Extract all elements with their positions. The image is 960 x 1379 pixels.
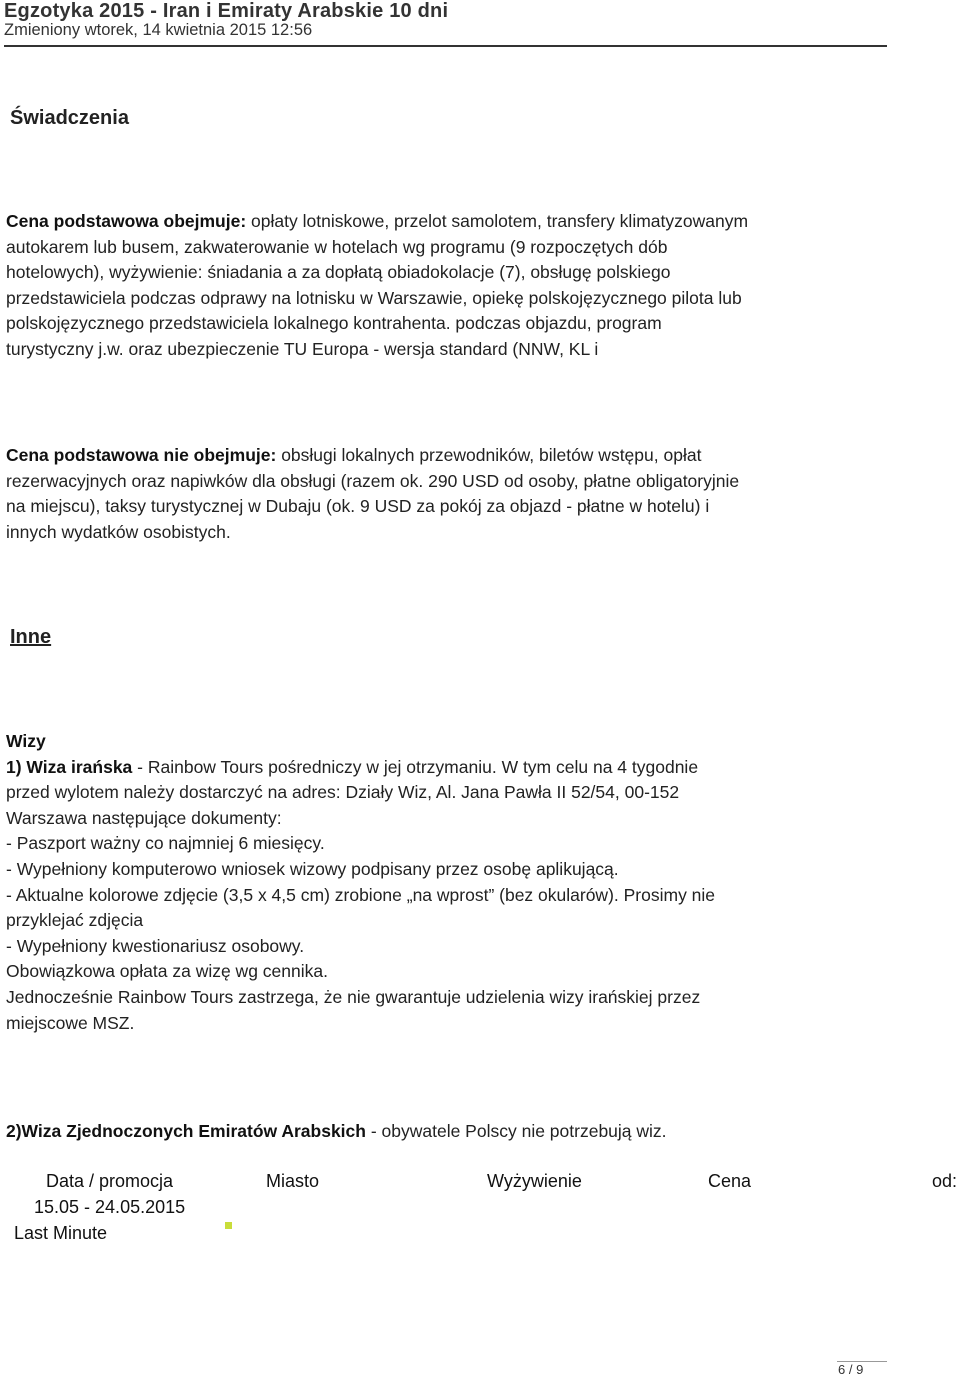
paragraph-line: opłaty lotniskowe, przelot samolotem, transfery klimatyzowanym [246,211,749,231]
header-divider [4,45,887,47]
uae-visa-paragraph [6,1119,667,1145]
included-paragraph [6,209,748,363]
paragraph-line: przyklejać zdjęcia [6,910,144,931]
table-header-from: od: [932,1171,958,1191]
paragraph-line: - Wypełniony kwestionariusz osobowy. [6,935,305,956]
visa-paragraph [6,729,715,1036]
visa-heading: Wizy [6,731,46,751]
paragraph-line: polskojęzycznego przedstawiciela lokalnego kontrahenta. podczas objazdu, program [6,313,662,334]
paragraph-line: rezerwacyjnych oraz napiwków dla obsługi (razem ok. 290 USD od osoby, płatne obligatoryjnie [6,470,740,491]
paragraph-line: innych wydatków osobistych. [6,521,231,542]
table-header-date: Data / promocja [46,1171,174,1191]
table-header-city: Miasto [266,1171,320,1191]
iran-visa-label: 1) Wiza irańska [6,756,133,777]
excluded-label: Cena podstawowa nie obejmuje: [6,445,277,465]
included-label: Cena podstawowa obejmuje: [6,211,247,231]
paragraph-line: Jednocześnie Rainbow Tours zastrzega, że nie gwarantuje udzielenia wizy irańskiej przez [6,986,701,1007]
section-heading-other: Inne [10,626,52,648]
document-title: Egzotyka 2015 - Iran i Emiraty Arabskie 10 dni [4,0,449,22]
table-header-price: Cena [708,1171,752,1191]
paragraph-line: - Paszport ważny co najmniej 6 miesięcy. [6,833,325,854]
paragraph-line: Warszawa następujące dokumenty: [6,807,282,828]
paragraph-line: hotelowych), wyżywienie: śniadania a za dopłatą obiadokolacje (7), obsługę polskiego [6,262,671,283]
paragraph-line: autokarem lub busem, zakwaterowanie w hotelach wg programu (9 rozpoczętych dób [6,236,668,257]
paragraph-line: Obowiązkowa opłata za wizę wg cennika. [6,961,328,982]
section-heading-benefits: Świadczenia [10,107,129,129]
bullet-marker [225,1222,232,1229]
paragraph-line: - Wypełniony komputerowo wniosek wizowy podpisany przez osobę aplikującą. [6,858,619,879]
paragraph-line: przed wylotem należy dostarczyć na adres: Działy Wiz, Al. Jana Pawła II 52/54, 00-152 [6,782,680,803]
paragraph-line: obsługi lokalnych przewodników, biletów wstępu, opłat [276,445,702,465]
paragraph-line: miejscowe MSZ. [6,1012,135,1033]
paragraph-line: na miejscu), taksy turystycznej w Dubaju (ok. 9 USD za pokój za objazd - płatne w hotelu) i [6,496,710,517]
paragraph-line: przedstawiciela podczas odprawy na lotnisku w Warszawie, opiekę polskojęzycznego pilota lub [6,287,742,308]
paragraph-line: - Aktualne kolorowe zdjęcie (3,5 x 4,5 cm) zrobione „na wprost” (bez okularów). Prosimy nie [6,884,716,905]
paragraph-line: - obywatele Polscy nie potrzebują wiz. [365,1121,667,1141]
page-number: 6 / 9 [838,1362,864,1377]
paragraph-line: turystyczny j.w. oraz ubezpieczenie TU Europa - wersja standard (NNW, KL i [6,338,599,359]
uae-visa-label: 2)Wiza Zjednoczonych Emiratów Arabskich [6,1121,366,1141]
modified-date: Zmieniony wtorek, 14 kwietnia 2015 12:56 [4,21,313,39]
table-cell-date: 15.05 - 24.05.2015 [34,1197,186,1217]
table-cell-promo: Last Minute [14,1223,108,1243]
excluded-paragraph [6,443,739,545]
table-header-board: Wyżywienie [487,1171,582,1191]
paragraph-line: - Rainbow Tours pośredniczy w jej otrzymaniu. W tym celu na 4 tygodnie [132,756,699,777]
